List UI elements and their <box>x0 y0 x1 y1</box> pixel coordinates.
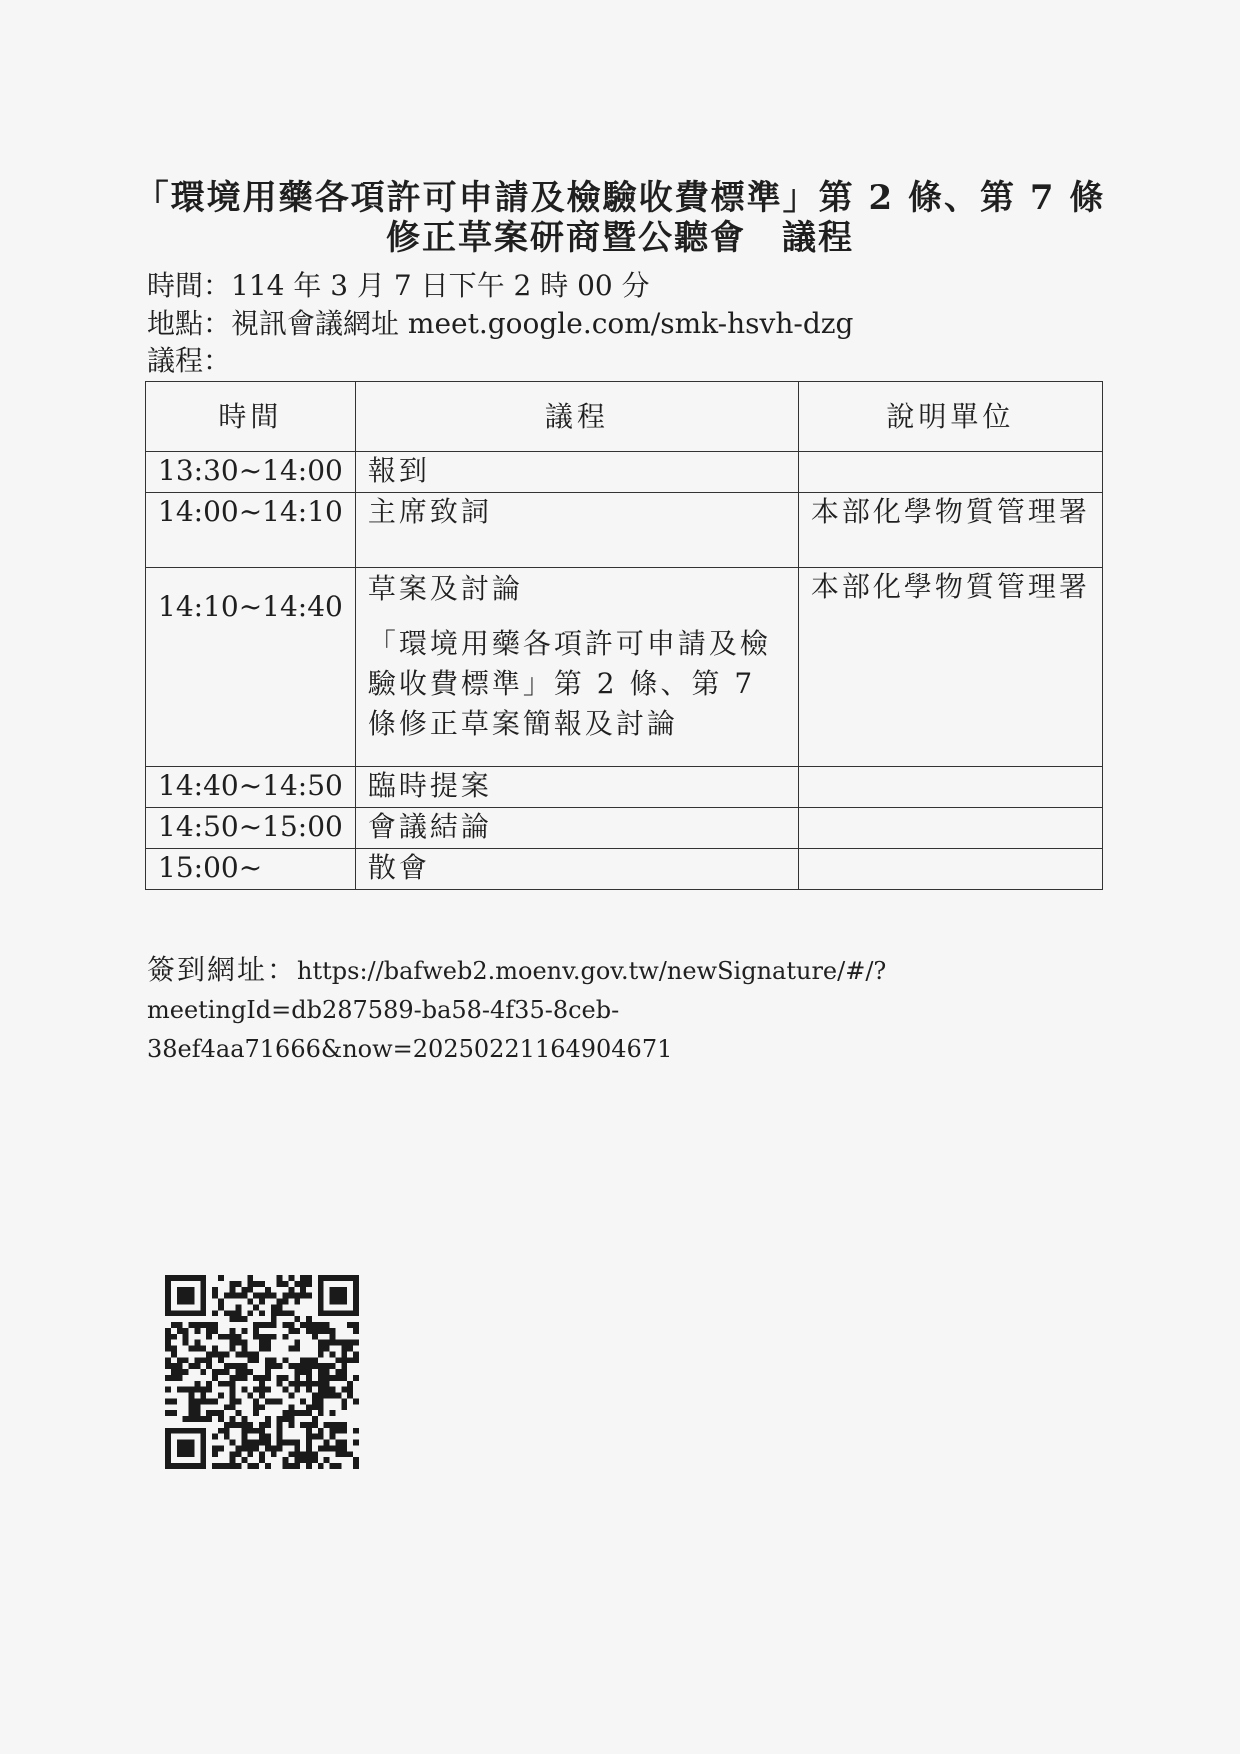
row-item: 報到 <box>355 452 798 493</box>
title-line-2: 修正草案研商暨公聽會 議程 <box>386 218 854 258</box>
meeting-place: 地點：視訊會議網址 meet.google.com/smk-hsvh-dzg <box>147 307 854 340</box>
table-row <box>146 452 1103 493</box>
row-unit: 本部化學物質管理署 <box>798 493 1102 568</box>
title-line-1: 「環境用藥各項許可申請及檢驗收費標準」第 2 條、第 7 條 <box>134 178 1106 218</box>
signin-url-part-2[interactable]: meetingId=db287589-ba58-4f35-8ceb- <box>147 996 620 1024</box>
row-unit <box>798 452 1102 493</box>
row-time: 13:30~14:00 <box>146 452 356 493</box>
row-time: 14:40~14:50 <box>146 767 356 808</box>
signin-line-1 <box>147 950 1087 991</box>
row-item: 會議結論 <box>355 808 798 849</box>
row-time: 14:50~15:00 <box>146 808 356 849</box>
row-unit: 本部化學物質管理署 <box>798 568 1102 767</box>
signin-url-part-3[interactable]: 38ef4aa71666&now=20250221164904671 <box>147 1035 673 1063</box>
row-item: 草案及討論 <box>367 572 523 605</box>
table-row <box>146 568 1103 767</box>
agenda-label: 議程： <box>147 344 232 377</box>
row-item: 散會 <box>355 849 798 890</box>
signin-block <box>147 950 1087 1069</box>
document-title <box>0 178 1240 258</box>
table-row <box>146 493 1103 568</box>
table-row <box>146 808 1103 849</box>
table-row <box>146 767 1103 808</box>
meeting-time: 時間：114 年 3 月 7 日下午 2 時 00 分 <box>147 269 650 302</box>
row-item: 臨時提案 <box>355 767 798 808</box>
row-time: 14:10~14:40 <box>146 568 356 767</box>
header-agenda: 議程 <box>355 382 798 452</box>
header-time: 時間 <box>146 382 356 452</box>
row-item: 主席致詞 <box>355 493 798 568</box>
row-item-cell <box>355 568 798 767</box>
agenda-table <box>145 381 1103 890</box>
table-row <box>146 849 1103 890</box>
signin-label: 簽到網址： <box>147 953 298 986</box>
header-unit: 說明單位 <box>798 382 1102 452</box>
row-time: 15:00~ <box>146 849 356 890</box>
row-unit <box>798 849 1102 890</box>
table-header-row <box>146 382 1103 452</box>
qr-code-icon <box>165 1275 359 1469</box>
row-unit <box>798 808 1102 849</box>
row-time: 14:00~14:10 <box>146 493 356 568</box>
row-item-detail: 「環境用藥各項許可申請及檢驗收費標準」第 2 條、第 7 條修正草案簡報及討論 <box>367 627 771 740</box>
signin-url-part-1[interactable]: https://bafweb2.moenv.gov.tw/newSignature/#/? <box>297 957 887 985</box>
row-unit <box>798 767 1102 808</box>
